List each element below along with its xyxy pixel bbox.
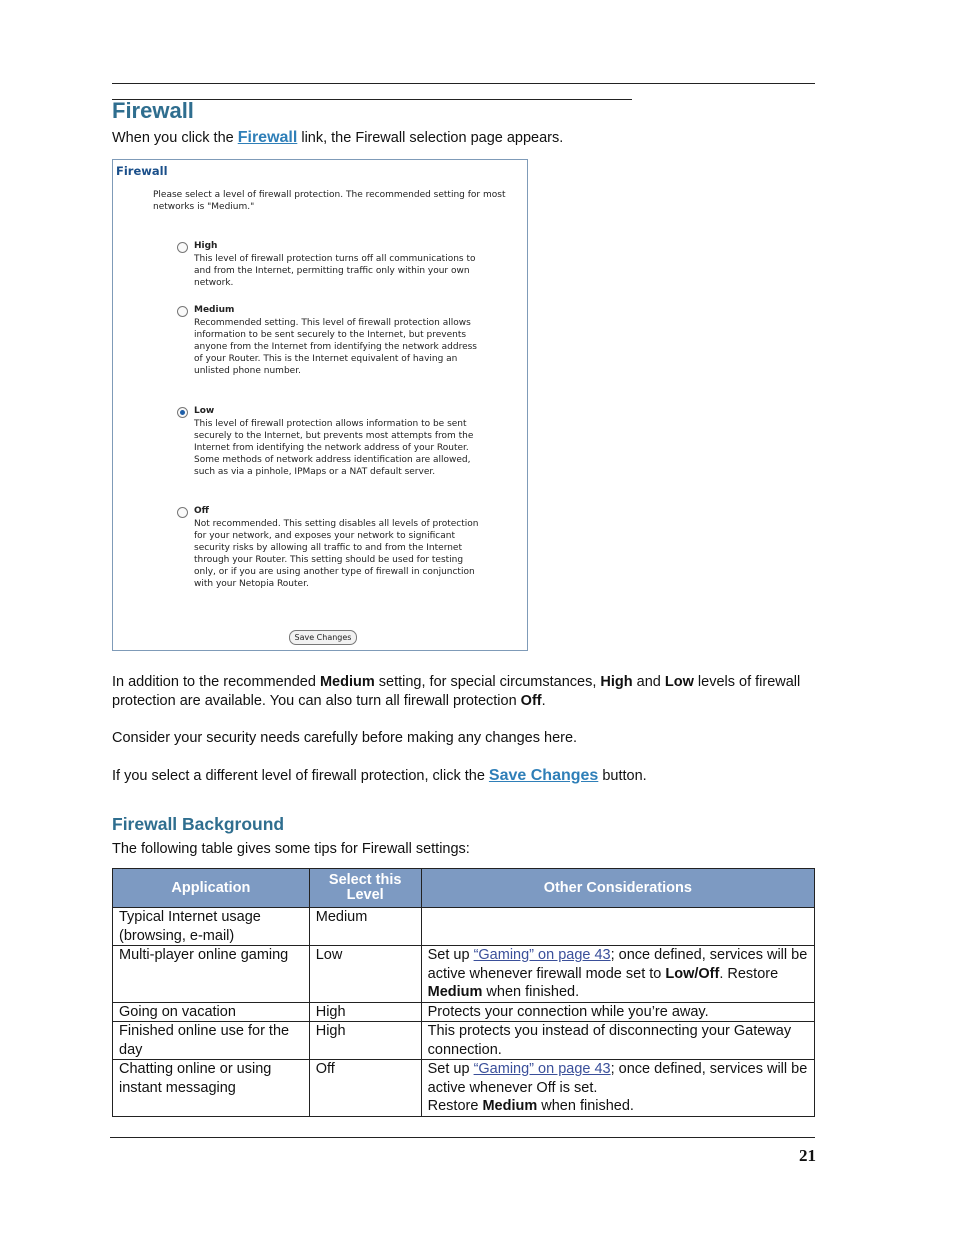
para1-text: and bbox=[632, 674, 665, 690]
levels-paragraph bbox=[112, 673, 812, 711]
gaming-xref-link[interactable]: “Gaming” on page 43 bbox=[473, 1061, 611, 1077]
cell-considerations bbox=[421, 1060, 814, 1117]
option-low-label: Low bbox=[194, 406, 215, 416]
table-intro: The following table gives some tips for Firewall settings: bbox=[112, 841, 470, 857]
option-medium-description: Recommended setting. This level of firewall protection allows information to be sent securely to the Internet, but prevents anyone from the Internet from identifying the network address of your Router. This is the Internet equivalent of having an unlisted phone number. bbox=[194, 318, 477, 376]
radio-high[interactable] bbox=[177, 242, 188, 253]
header-application: Application bbox=[113, 869, 310, 908]
section-heading: Firewall Background bbox=[112, 814, 285, 834]
cell-text: Set up bbox=[427, 1061, 474, 1077]
screenshot-intro: Please select a level of firewall protection. The recommended setting for most networks is "Medium." bbox=[153, 190, 506, 212]
table-row bbox=[113, 1060, 815, 1117]
option-medium-label: Medium bbox=[194, 305, 235, 315]
para1-off: Off bbox=[520, 693, 542, 709]
cell-text: ; once defined, services will be active whenever firewall mode set to bbox=[427, 947, 808, 982]
firewall-screenshot bbox=[112, 159, 528, 651]
cell-text: when finished. bbox=[537, 1098, 634, 1114]
para1-low: Low bbox=[664, 674, 694, 690]
header-level: Select this Level bbox=[309, 869, 421, 908]
para1-text: levels of firewall protection are available. You can also turn all firewall protection bbox=[112, 674, 801, 709]
table-row bbox=[113, 1022, 815, 1060]
intro-before: When you click the bbox=[112, 130, 238, 146]
header-considerations: Other Considerations bbox=[421, 869, 814, 908]
radio-low[interactable] bbox=[177, 407, 188, 418]
firewall-tips-table bbox=[112, 868, 815, 1117]
para3-after: button. bbox=[598, 768, 647, 784]
cell-application: Multi-player online gaming bbox=[113, 946, 310, 1003]
cell-application: Typical Internet usage (browsing, e-mail) bbox=[113, 908, 310, 946]
footer-rule bbox=[110, 1137, 815, 1138]
table-header-row bbox=[113, 869, 815, 908]
cell-bold: Low/Off bbox=[665, 965, 720, 982]
table-row bbox=[113, 1002, 815, 1022]
intro-after: link, the Firewall selection page appears. bbox=[297, 130, 564, 146]
security-paragraph: Consider your security needs carefully before making any changes here. bbox=[112, 730, 578, 746]
option-off-label: Off bbox=[194, 506, 209, 516]
page-number: 21 bbox=[799, 1146, 816, 1165]
cell-application: Going on vacation bbox=[113, 1002, 310, 1022]
page-title: Firewall bbox=[112, 98, 194, 123]
cell-level: Low bbox=[309, 946, 421, 1003]
option-high-description: This level of firewall protection turns off all communications to and from the Internet, permitting traffic only within your own network. bbox=[194, 254, 476, 288]
save-changes-button[interactable]: Save Changes bbox=[289, 630, 357, 645]
table-row bbox=[113, 946, 815, 1003]
top-rule bbox=[112, 83, 815, 84]
cell-bold: Medium bbox=[482, 1098, 538, 1114]
cell-application: Chatting online or using instant messaging bbox=[113, 1060, 310, 1117]
save-changes-link[interactable]: Save Changes bbox=[488, 767, 599, 784]
para3-before: If you select a different level of firewall protection, click the bbox=[112, 768, 489, 784]
cell-considerations: This protects you instead of disconnecting your Gateway connection. bbox=[421, 1022, 814, 1060]
para1-high: High bbox=[600, 674, 633, 690]
cell-text: Restore bbox=[427, 1098, 483, 1114]
para1-text: setting, for special circumstances, bbox=[374, 674, 601, 690]
option-low-description: This level of firewall protection allows information to be sent securely to the Internet, but prevents most attempts from the Internet from identifying the network address of your Router. Some methods of network address identification are allowed, such as via a pinhole, IPMaps or a NAT default server. bbox=[194, 419, 474, 477]
intro-paragraph bbox=[112, 128, 563, 148]
cell-level: Off bbox=[309, 1060, 421, 1117]
screenshot-title: Firewall bbox=[116, 164, 168, 178]
option-high-label: High bbox=[194, 241, 218, 251]
table-row bbox=[113, 908, 815, 946]
para1-medium: Medium bbox=[319, 674, 375, 690]
gaming-xref-link[interactable]: “Gaming” on page 43 bbox=[473, 947, 611, 963]
cell-level: High bbox=[309, 1022, 421, 1060]
cell-considerations: Protects your connection while you’re away. bbox=[421, 1002, 814, 1022]
cell-text: ; once defined, services will be active whenever Off is set. bbox=[427, 1061, 808, 1096]
radio-medium[interactable] bbox=[177, 306, 188, 317]
option-off-description: Not recommended. This setting disables all levels of protection for your network, and exposes your network to significant security risks by allowing all traffic to and from the Internet through your Router. This setting should be used for testing only, or if you are using another type of firewall in conjunction with your Netopia Router. bbox=[194, 519, 479, 589]
para1-text: . bbox=[541, 693, 546, 709]
radio-off[interactable] bbox=[177, 507, 188, 518]
cell-text: Set up bbox=[427, 947, 474, 963]
save-paragraph bbox=[112, 766, 647, 786]
cell-considerations bbox=[421, 908, 814, 946]
cell-text: . Restore bbox=[719, 965, 779, 982]
para1-text: In addition to the recommended bbox=[112, 674, 320, 690]
cell-text: when finished. bbox=[482, 984, 580, 1000]
firewall-link[interactable]: Firewall bbox=[237, 129, 298, 146]
cell-level: Medium bbox=[309, 908, 421, 946]
cell-application: Finished online use for the day bbox=[113, 1022, 310, 1060]
cell-bold: Medium bbox=[427, 984, 483, 1000]
cell-level: High bbox=[309, 1002, 421, 1022]
cell-considerations bbox=[421, 946, 814, 1003]
